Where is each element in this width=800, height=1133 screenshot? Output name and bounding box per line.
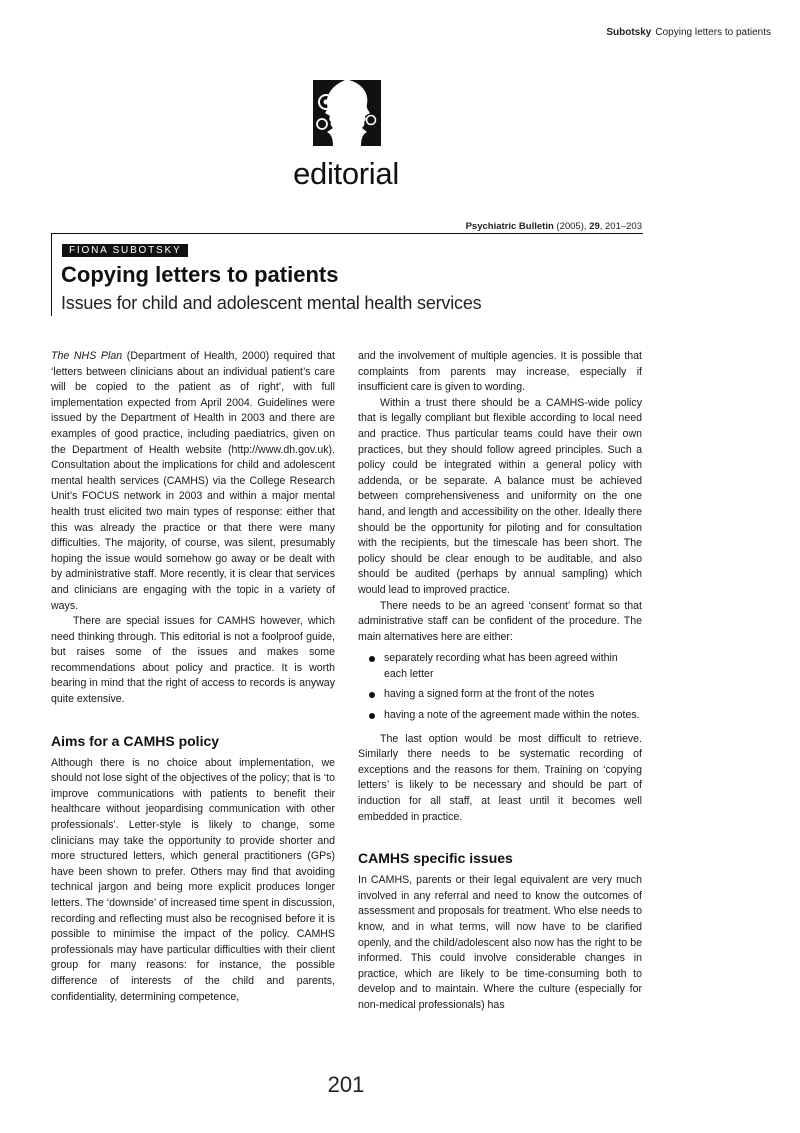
journal-citation (466, 221, 642, 232)
bullet-icon (369, 713, 375, 719)
list-item (358, 687, 642, 703)
bullet-icon (369, 692, 375, 698)
left-paragraph-2: There are special issues for CAMHS however, which need thinking through. This editorial is not a foolproof guide, but raises some of the issues and makes some recommendations about policy and practice. It is worth bearing in mind that the right of access to records is anyway quite extensive. (51, 615, 335, 706)
section-heading-aims: Aims for a CAMHS policy (51, 732, 220, 749)
page-number: 201 (327, 1072, 365, 1097)
left-paragraph-1 (51, 349, 335, 614)
right-paragraph-2: Within a trust there should be a CAMHS-wide policy that is legally compliant but flexible according to local need and practice. Thus particular teams could have their own practices, but they should follow agreed principles. Such a policy could be integrated within a general policy with addenda, or be separate. A balance must be achieved between comprehensiveness and uniformity on the one hand, and length and accessibility on the other. Ideally there should be the opportunity for piloting and for consultation with the recipients, but the timescale has been short. The policy should be clear enough to be auditable, and also should be audited (perhaps by annual sampling) which would lead to improved practice. (358, 396, 642, 596)
list-item-text: separately recording what has been agreed within each letter (384, 652, 618, 680)
left-paragraph-1-text: (Department of Health, 2000) required that ‘letters between clinicians about an individual patient’s care will be copied to the patient as of right’, with full implementation expected from April 2004. Guidelines were issued by the Department of Health in 2003 and there are examples of good practice, including paediatrics, given on the Department of Health website (http://www.dh.gov.uk). Consultation about the implications for child and adolescent mental health services (CAMHS) via the College Research Unit’s FOCUS network in 2003 and within a major mental health trust elicited two main types of response: either that this was already the practice or that there were many difficulties. The majority, of course, was silent, presumably hoping the issue would somehow go away or be dealt with by administrative staff. More recently, it is clear that services and clinicians are engaging with the topic in a variety of ways. (51, 350, 335, 612)
right-paragraph-5: In CAMHS, parents or their legal equivalent are very much involved in any referral and need to know the outcomes of assessment and proposals for treatment. Who else needs to know, and in what terms, will now have to be clarified openly, and the child/adolescent also now has the right to be informed. This could involve considerable changes in practice, which are likely to be time-consuming both to develop and to maintain. Where the culture (especially for non-medical professionals) has (358, 874, 642, 1011)
citation-volume: 29 (589, 221, 600, 232)
list-item-text: having a note of the agreement made within the notes. (384, 709, 640, 722)
section-heading-camhs-issues: CAMHS specific issues (358, 850, 513, 867)
editorial-logo-icon (313, 80, 381, 146)
citation-pages: , 201–203 (599, 221, 642, 232)
running-head-author: Subotsky (606, 27, 652, 38)
list-item (358, 708, 642, 724)
right-column (358, 349, 642, 1014)
section-label: editorial (293, 156, 399, 191)
list-item (358, 651, 642, 682)
author-badge: FIONA SUBOTSKY (62, 244, 188, 257)
citation-year: (2005), (556, 221, 587, 232)
right-paragraph-4: The last option would be most difficult to retrieve. Similarly there needs to be systematic recording of exceptions and the reasons for them. Training on ‘copying letters’ is likely to be necessary and should be part of induction for all staff, at least until it becomes well embedded in practice. (358, 732, 642, 823)
article-subtitle: Issues for child and adolescent mental health services (61, 293, 482, 313)
article-title: Copying letters to patients (61, 262, 339, 287)
nhs-plan-title: The NHS Plan (51, 350, 123, 362)
right-paragraph-3: There needs to be an agreed ‘consent’ format so that administrative staff can be confident of the procedure. The main alternatives here are either: (358, 599, 642, 643)
left-column (51, 349, 335, 1005)
consent-format-list (358, 651, 642, 723)
right-paragraph-1: and the involvement of multiple agencies. It is possible that complaints from parents may increase, especially if insufficient care is given to wording. (358, 350, 642, 394)
left-paragraph-3: Although there is no choice about implementation, we should not lose sight of the objectives of the policy; that is ‘to improve communications with patients to benefit their healthcare without jeopardising communication with other professionals’. Letter-style is likely to change, some clinicians may take the opportunity to provide shorter and more structured letters, which general practitioners (GPs) have been shown to prefer. Others may find that avoiding technical jargon and being more explicit produces longer letters. The ‘downside’ of increased time spent in discussion, recording and reflecting must also be recognised before it is possible to minimise the impact of the policy. CAMHS professionals may have particular difficulties with their client group for many reasons: for instance, the possible difference of interests of the child and parents, confidentiality, determining competence, (51, 756, 335, 1003)
citation-journal: Psychiatric Bulletin (465, 221, 554, 232)
bullet-icon (369, 656, 375, 662)
list-item-text: having a signed form at the front of the notes (384, 688, 595, 701)
running-head-title: Copying letters to patients (655, 27, 771, 38)
running-head (606, 27, 771, 38)
